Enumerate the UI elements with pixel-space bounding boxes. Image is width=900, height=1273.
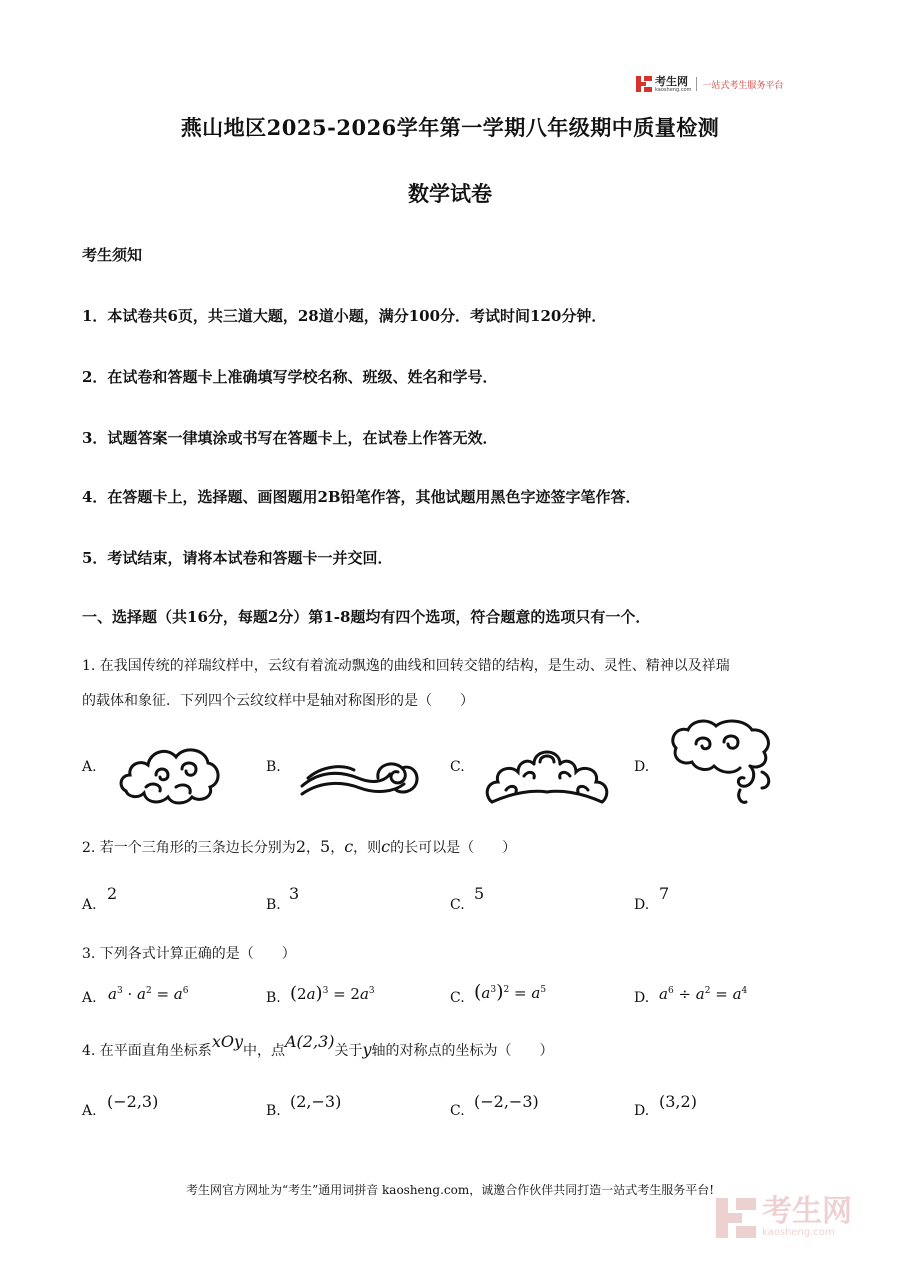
notice-item-1: 1．本试卷共6页，共三道大题，28道小题，满分100分．考试时间120分钟． xyxy=(82,307,607,325)
cloud-pattern-d-icon xyxy=(666,718,778,808)
q1-option-c-label: C. xyxy=(450,759,465,775)
q4-stem xyxy=(82,1032,554,1060)
footer-notice: 考生网官方网址为“考生”通用词拼音 kaosheng.com，诚邀合作伙伴共同打造一站式考生服务平台! xyxy=(185,1183,715,1197)
q1-option-a-label: A. xyxy=(82,759,97,775)
q1-line-1: 1. 在我国传统的祥瑞纹样中，云纹有着流动飘逸的曲线和回转交错的结构，是生动、灵性、精神以及祥瑞 xyxy=(82,658,730,674)
q2-sep-2: ， xyxy=(330,840,345,856)
q4-option-d-label: D. xyxy=(634,1103,650,1119)
q2-option-c-label: C. xyxy=(450,897,465,913)
q2-prefix: 2. 若一个三角形的三条边长分别为 xyxy=(82,840,296,856)
q4-option-c-value: (−2,−3) xyxy=(474,1092,539,1111)
q4-system: xOy xyxy=(211,1032,243,1051)
q3-option-b-label: B. xyxy=(266,990,281,1006)
exam-subtitle: 数学试卷 xyxy=(408,181,492,206)
q4-prefix: 4. 在平面直角坐标系 xyxy=(82,1043,212,1059)
q2-side-a: 2 xyxy=(295,837,306,856)
q4-option-a-value: (−2,3) xyxy=(107,1092,159,1111)
notice-item-2: 2．在试卷和答题卡上准确填写学校名称、班级、姓名和学号． xyxy=(82,368,498,386)
q2-sep-1: ， xyxy=(306,840,320,856)
q3-option-c-formula: $(a^3)^2 = a^5$ xyxy=(474,981,547,1003)
q4-axis: y xyxy=(362,1040,372,1059)
q4-option-b-value: (2,−3) xyxy=(290,1092,342,1111)
watermark xyxy=(716,1194,852,1238)
q4-option-b-label: B. xyxy=(266,1103,281,1119)
q1-option-d-label: D. xyxy=(634,759,650,775)
q4-mid-1: 中，点 xyxy=(243,1043,285,1059)
q2-stem xyxy=(82,837,516,857)
logo-slogan: 一站式考生服务平台 xyxy=(702,80,784,91)
notice-heading: 考生须知 xyxy=(82,246,143,264)
q4-mid-2: 关于 xyxy=(334,1043,363,1059)
watermark-logo-icon xyxy=(716,1198,756,1238)
q4-suffix: 轴的对称点的坐标为（ ） xyxy=(371,1043,554,1059)
q4-option-c-label: C. xyxy=(450,1103,465,1119)
q2-option-b-label: B. xyxy=(266,897,281,913)
q3-option-d-formula: $a^6 \div a^2 = a^4$ xyxy=(659,985,748,1003)
q4-option-d-value: (3,2) xyxy=(659,1092,697,1111)
q2-option-c-value: 5 xyxy=(474,884,485,903)
q2-option-d-value: 7 xyxy=(659,884,670,903)
cloud-pattern-b-icon xyxy=(298,752,424,802)
exam-title: 燕山地区2025-2026学年第一学期八年级期中质量检测 xyxy=(180,115,720,140)
q4-option-a-label: A. xyxy=(82,1103,97,1119)
q3-option-c-label: C. xyxy=(450,990,465,1006)
q1-option-b-label: B. xyxy=(266,759,281,775)
q1-line-2: 的载体和象征．下列四个云纹纹样中是轴对称图形的是（ ） xyxy=(82,693,474,709)
watermark-name: 考生网 xyxy=(762,1194,852,1229)
notice-item-4: 4．在答题卡上，选择题、画图题用2B铅笔作答，其他试题用黑色字迹签字笔作答． xyxy=(82,488,641,506)
logo-divider xyxy=(696,77,697,91)
cloud-pattern-c-icon xyxy=(484,742,610,810)
q3-option-b-formula: $(2a)^3 = 2a^3$ xyxy=(290,983,375,1004)
q3-option-d-label: D. xyxy=(634,990,650,1006)
notice-item-3: 3．试题答案一律填涂或书写在答题卡上，在试卷上作答无效． xyxy=(82,429,498,447)
section-1-heading: 一、选择题（共16分，每题2分）第1-8题均有四个选项，符合题意的选项只有一个． xyxy=(82,608,651,626)
q2-option-a-label: A. xyxy=(82,897,97,913)
q2-side-b: 5 xyxy=(320,837,331,856)
q3-stem: 3. 下列各式计算正确的是（ ） xyxy=(82,946,296,962)
q2-option-d-label: D. xyxy=(634,897,650,913)
q2-suffix: 的长可以是（ ） xyxy=(390,840,517,856)
q3-option-a-label: A. xyxy=(82,990,97,1006)
q2-mid: ，则 xyxy=(353,840,382,856)
q2-option-a-value: 2 xyxy=(107,884,118,903)
q2-side-c: c xyxy=(344,837,354,856)
notice-item-5: 5．考试结束，请将本试卷和答题卡一并交回． xyxy=(82,549,393,567)
kaosheng-logo[interactable] xyxy=(636,73,783,95)
logo-icon xyxy=(636,76,652,92)
logo-name: 考生网 xyxy=(655,74,688,88)
cloud-pattern-a-icon xyxy=(116,735,226,807)
q4-point: A(2,3) xyxy=(285,1032,335,1051)
watermark-sub: kaosheng.com xyxy=(762,1227,835,1238)
q2-side-c-ref: c xyxy=(381,837,391,856)
q2-option-b-value: 3 xyxy=(289,884,300,903)
logo-sub: kaosheng.com xyxy=(655,86,692,93)
q3-option-a-formula: $a^3 \cdot a^2 = a^6$ xyxy=(108,985,189,1003)
